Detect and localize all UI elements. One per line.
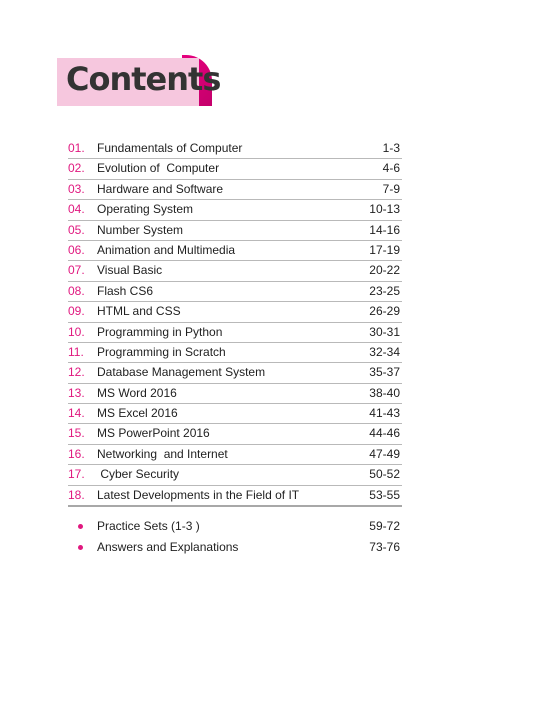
- page-range: 47-49: [369, 446, 400, 461]
- chapter-title: Latest Developments in the Field of IT: [97, 487, 300, 502]
- chapter-number: 16.: [68, 446, 85, 461]
- chapter-title: Visual Basic: [97, 263, 163, 278]
- page-range: 35-37: [369, 365, 400, 380]
- page-range: 44-46: [369, 426, 400, 441]
- chapter-title: Operating System: [97, 202, 194, 217]
- chapter-title: HTML and CSS: [97, 304, 181, 319]
- chapter-title: MS Excel 2016: [97, 406, 178, 421]
- chapter-number: 07.: [68, 263, 85, 278]
- bullet-icon: [78, 545, 83, 550]
- toc-entry[interactable]: [68, 282, 402, 302]
- page-range: 7-9: [382, 181, 400, 196]
- page-range: 59-72: [369, 519, 400, 533]
- chapter-number: 14.: [68, 406, 85, 421]
- chapter-title: Programming in Scratch: [97, 344, 226, 359]
- page-title: Contents: [66, 60, 221, 98]
- chapter-title: Evolution of Computer: [97, 161, 220, 176]
- page-range: 26-29: [369, 304, 400, 319]
- chapter-title: Fundamentals of Computer: [97, 141, 243, 155]
- extra-title: Answers and Explanations: [97, 540, 239, 554]
- toc-entry[interactable]: [68, 384, 402, 404]
- chapter-number: 15.: [68, 426, 85, 441]
- chapter-title: MS Word 2016: [97, 385, 177, 400]
- chapter-number: 01.: [68, 141, 85, 155]
- chapter-title: Programming in Python: [97, 324, 223, 339]
- toc-entry[interactable]: [68, 363, 402, 383]
- chapter-title: Networking and Internet: [97, 446, 228, 461]
- toc-entry[interactable]: [68, 404, 402, 424]
- toc-entry[interactable]: [68, 465, 402, 485]
- chapter-title: Database Management System: [97, 365, 266, 380]
- toc-entry[interactable]: [68, 200, 402, 220]
- bullet-icon: [78, 524, 83, 529]
- chapter-number: 08.: [68, 283, 85, 298]
- page-range: 4-6: [382, 161, 400, 176]
- chapter-number: 03.: [68, 181, 85, 196]
- toc-entry[interactable]: [68, 159, 402, 179]
- chapter-number: 17.: [68, 467, 85, 482]
- toc-entry[interactable]: [68, 445, 402, 465]
- page-title-banner: [57, 55, 221, 106]
- chapter-title: Flash CS6: [97, 283, 154, 298]
- chapter-number: 06.: [68, 242, 85, 257]
- chapter-title: Animation and Multimedia: [97, 242, 236, 257]
- toc-entry[interactable]: [68, 180, 402, 200]
- page-range: 20-22: [369, 263, 400, 278]
- page-range: 10-13: [369, 202, 400, 217]
- chapter-number: 09.: [68, 304, 85, 319]
- toc-entry[interactable]: [68, 323, 402, 343]
- page-range: 32-34: [369, 344, 400, 359]
- page-range: 30-31: [369, 324, 400, 339]
- chapter-number: 13.: [68, 385, 85, 400]
- page-range: 1-3: [382, 141, 400, 155]
- toc-entry[interactable]: [68, 302, 402, 322]
- chapter-title: MS PowerPoint 2016: [97, 426, 210, 441]
- page-range: 73-76: [369, 540, 400, 554]
- page-range: 14-16: [369, 222, 400, 237]
- toc-entry[interactable]: [68, 343, 402, 363]
- chapter-number: 02.: [68, 161, 85, 176]
- chapter-title: Cyber Security: [97, 467, 180, 482]
- table-of-contents: [68, 139, 402, 507]
- chapter-number: 10.: [68, 324, 85, 339]
- extra-entry[interactable]: [68, 516, 402, 537]
- chapter-title: Number System: [97, 222, 184, 237]
- page-range: 53-55: [369, 487, 400, 502]
- extra-entry[interactable]: [68, 537, 402, 558]
- chapter-number: 18.: [68, 487, 85, 502]
- page-range: 23-25: [369, 283, 400, 298]
- page-range: 41-43: [369, 406, 400, 421]
- chapter-number: 05.: [68, 222, 85, 237]
- chapter-number: 12.: [68, 365, 85, 380]
- chapter-number: 04.: [68, 202, 85, 217]
- page-range: 38-40: [369, 385, 400, 400]
- page-range: 50-52: [369, 467, 400, 482]
- extra-sections: [68, 516, 402, 558]
- chapter-title: Hardware and Software: [97, 181, 224, 196]
- toc-entry[interactable]: [68, 486, 402, 507]
- toc-entry[interactable]: [68, 424, 402, 444]
- toc-entry[interactable]: [68, 139, 402, 159]
- toc-entry[interactable]: [68, 261, 402, 281]
- page-range: 17-19: [369, 242, 400, 257]
- toc-entry[interactable]: [68, 221, 402, 241]
- chapter-number: 11.: [68, 344, 84, 359]
- toc-entry[interactable]: [68, 241, 402, 261]
- extra-title: Practice Sets (1-3 ): [97, 519, 200, 533]
